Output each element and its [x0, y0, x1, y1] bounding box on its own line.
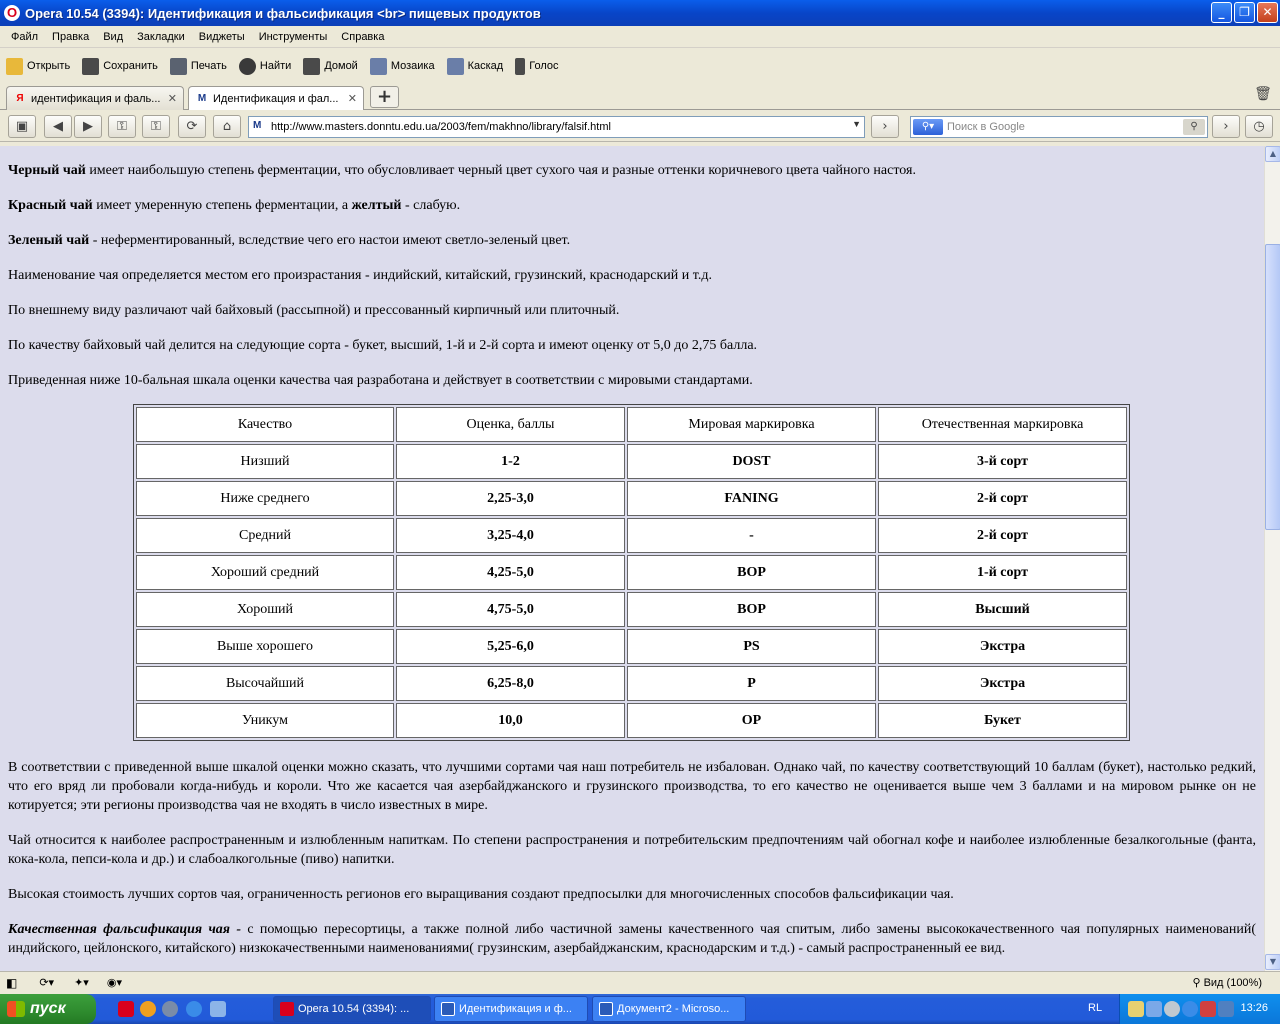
back-icon[interactable]: ◀: [44, 115, 72, 138]
table-cell: 2,25-3,0: [396, 481, 625, 516]
microphone-icon: [515, 58, 525, 75]
table-cell: 4,75-5,0: [396, 592, 625, 627]
table-cell: Экстра: [878, 666, 1127, 701]
task-label: Идентификация и ф...: [459, 1003, 572, 1015]
term-green-tea: Зеленый чай: [8, 233, 90, 248]
table-cell: 3,25-4,0: [396, 518, 625, 553]
table-row: [136, 555, 1127, 590]
tray-icon[interactable]: [1200, 1001, 1216, 1017]
paragraph: Приведенная ниже 10-бальная шкала оценки качества чая разработана и действует в соответствии с мировыми стандартами.: [8, 373, 753, 388]
header-cell: Отечественная маркировка: [878, 407, 1127, 442]
grade-table: [133, 404, 1130, 741]
paragraph: В соответствии с приведенной выше шкалой оценки можно сказать, что лучшими сортами чая наш потребитель не избалован. Однако чай, по качеству соответствующий 10 баллам (букет), настолько редкий, что его вряд ли пробовали когда-нибудь и короли. Что же касается чая азербайджанского и грузинского производства, то его качество не оценивается выше чем 3 баллами и на мировом рынке он не котируется; эти регионы производства чая не входять в число известных в мире.: [8, 760, 1256, 813]
home-label: Домой: [324, 60, 358, 72]
table-cell: P: [627, 666, 876, 701]
app-quicklaunch-icon[interactable]: [162, 1001, 178, 1017]
table-row: [136, 666, 1127, 701]
paragraph: Чай относится к наиболее распространенным и излюбленным напиткам. По степени распространения и потребительским предпочтениям чай обогнал кофе и наиболее излюбленные безалкогольные (фанта, кока-кола, пепси-кола и др.) и слабоалкогольные (пиво) напитки.: [8, 833, 1256, 867]
table-cell: Выше хорошего: [136, 629, 394, 664]
zoom-level[interactable]: [1192, 976, 1262, 989]
tray-icon[interactable]: [1182, 1001, 1198, 1017]
table-row: [136, 703, 1127, 738]
paragraph-text: с помощью пересортицы, а также полной либо частичной замены качественного чая спитым, либо замены высококачественного чая популярных наименований( индийского, цейлонского, китайского) низкокачественными наименованиями( грузинским, азербайджанским, краснодарским и т.д.) - самый распространенный ее вид.: [8, 922, 1256, 956]
save-button[interactable]: [82, 58, 158, 75]
task-word-doc2[interactable]: [592, 996, 746, 1022]
system-tray: [1119, 994, 1280, 1024]
paragraph: Наименование чая определяется местом его произрастания - индийский, китайский, грузинский, краснодарский и т.д.: [8, 268, 712, 283]
table-cell: Хороший средний: [136, 555, 394, 590]
tab-label: Идентификация и фал...: [213, 92, 339, 105]
task-label: Документ2 - Microso...: [617, 1003, 730, 1015]
tab-label: идентификация и фаль...: [31, 92, 161, 105]
table-cell: FANING: [627, 481, 876, 516]
tray-icon[interactable]: [1164, 1001, 1180, 1017]
close-button[interactable]: ✕: [1257, 2, 1278, 23]
paragraph-text: имеет наибольшую степень ферментации, что обусловливает черный цвет сухого чая и разные оттенки коричневого цвета чайного настоя.: [85, 163, 916, 178]
search-placeholder: Поиск в Google: [947, 121, 1025, 133]
table-cell: Низший: [136, 444, 394, 479]
home-icon[interactable]: ⌂: [213, 115, 241, 138]
table-cell: 3-й сорт: [878, 444, 1127, 479]
menu-widgets[interactable]: Виджеты: [198, 30, 245, 43]
speed-dial-icon[interactable]: ◉▾: [106, 977, 122, 989]
table-row: [136, 518, 1127, 553]
table-cell: DOST: [627, 444, 876, 479]
table-cell: Средний: [136, 518, 394, 553]
task-opera[interactable]: [273, 996, 431, 1022]
table-cell: Уникум: [136, 703, 394, 738]
printer-icon: [170, 58, 187, 75]
opera-quicklaunch-icon[interactable]: [118, 1001, 134, 1017]
table-row: [136, 592, 1127, 627]
table-cell: Экстра: [878, 629, 1127, 664]
print-label: Печать: [190, 60, 227, 72]
site-favicon-icon: M: [253, 120, 262, 131]
zoom-label: Вид (100%): [1203, 977, 1262, 989]
word-icon: [441, 1002, 455, 1016]
minimize-button[interactable]: _: [1211, 2, 1232, 23]
header-cell: Качество: [136, 407, 394, 442]
table-row: [136, 481, 1127, 516]
key-icon[interactable]: ⚿: [108, 115, 136, 138]
paragraph-text: имеет умеренную степень ферментации, а: [92, 198, 352, 213]
table-cell: Букет: [878, 703, 1127, 738]
opera-logo-icon: O: [4, 5, 20, 21]
paragraph: [8, 920, 1256, 958]
scroll-up-icon[interactable]: ▲: [1265, 146, 1280, 162]
page-content: [0, 146, 1264, 971]
menu-help[interactable]: Справка: [341, 30, 385, 43]
term-red-tea: Красный чай: [8, 198, 93, 213]
table-cell: Высочайший: [136, 666, 394, 701]
open-label: Открыть: [27, 60, 71, 72]
site-favicon-icon: M: [197, 92, 207, 104]
app-quicklaunch-icon[interactable]: [140, 1001, 156, 1017]
reload-icon[interactable]: ⟳: [178, 115, 206, 138]
scroll-thumb[interactable]: [1265, 244, 1280, 530]
tab-close-icon[interactable]: ✕: [347, 93, 357, 105]
table-cell: 1-й сорт: [878, 555, 1127, 590]
windows-logo-icon: [7, 1001, 25, 1017]
grade-table-body: [136, 407, 1127, 738]
forward-icon[interactable]: ▶: [74, 115, 102, 138]
new-tab-button[interactable]: +: [370, 86, 399, 108]
tray-icon[interactable]: [1218, 1001, 1234, 1017]
open-folder-icon: [6, 58, 23, 75]
start-label: пуск: [30, 1000, 66, 1017]
maximize-button[interactable]: ❐: [1234, 2, 1255, 23]
window-title: Opera 10.54 (3394): Идентификация и фальсификация <br> пищевых продуктов: [25, 5, 541, 21]
home-button[interactable]: [303, 58, 358, 75]
table-cell: 4,25-5,0: [396, 555, 625, 590]
tile-button[interactable]: [370, 58, 435, 75]
paragraph: Высокая стоимость лучших сортов чая, ограниченность регионов его выращивания создают предпосылки для многочисленных способов фальсификации чая.: [8, 887, 954, 902]
floppy-disk-icon: [82, 58, 99, 75]
table-cell: -: [627, 518, 876, 553]
go-arrow-icon[interactable]: ›: [871, 115, 899, 138]
trash-icon[interactable]: 🗑: [1254, 86, 1272, 102]
term-yellow: желтый: [351, 198, 402, 213]
menu-edit[interactable]: Правка: [52, 30, 90, 43]
task-word-doc1[interactable]: [434, 996, 588, 1022]
yandex-favicon-icon: Я: [16, 92, 24, 104]
magnifier-icon: [239, 58, 256, 75]
paragraph: По качеству байховый чай делится на следующие сорта - букет, высший, 1-й и 2-й сорта и имеют оценку от 5,0 до 2,75 балла.: [8, 338, 758, 353]
word-icon: [599, 1002, 613, 1016]
tab-close-icon[interactable]: ✕: [167, 93, 177, 105]
home-icon: [303, 58, 320, 75]
address-field[interactable]: [248, 116, 865, 138]
find-button[interactable]: [239, 58, 291, 75]
search-go-icon[interactable]: ›: [1212, 115, 1240, 138]
paragraph: [8, 196, 1256, 215]
term-quality-falsification: Качественная фальсификация чая -: [8, 922, 241, 937]
cascade-icon: [447, 58, 464, 75]
table-cell: Ниже среднего: [136, 481, 394, 516]
table-cell: 1-2: [396, 444, 625, 479]
address-row: [0, 112, 1280, 142]
start-button[interactable]: [0, 994, 96, 1024]
address-url: http://www.masters.donntu.edu.ua/2003/fem/makhno/library/falsif.html: [271, 121, 611, 133]
voice-button[interactable]: [515, 58, 558, 75]
opera-icon: [280, 1002, 294, 1016]
voice-label: Голос: [529, 60, 559, 72]
scroll-down-icon[interactable]: ▼: [1265, 954, 1280, 970]
tab-active-page[interactable]: [188, 86, 364, 110]
save-label: Сохранить: [103, 60, 158, 72]
cascade-label: Каскад: [467, 60, 504, 72]
tile-icon: [370, 58, 387, 75]
tab-bar: [0, 84, 1280, 110]
table-cell: BOP: [627, 555, 876, 590]
vertical-scrollbar[interactable]: [1264, 146, 1280, 971]
status-bar: [0, 971, 1280, 993]
panel-toggle-icon[interactable]: ◧: [6, 975, 18, 990]
paragraph: [8, 161, 1256, 180]
network-icon[interactable]: [1146, 1001, 1162, 1017]
reload-every-icon[interactable]: ⟳▾: [39, 977, 55, 989]
tray-icon[interactable]: [1128, 1001, 1144, 1017]
table-cell: 6,25-8,0: [396, 666, 625, 701]
wand-icon[interactable]: ⚿: [142, 115, 170, 138]
table-cell: Хороший: [136, 592, 394, 627]
menu-tools[interactable]: Инструменты: [258, 30, 328, 43]
table-cell: 2-й сорт: [878, 481, 1127, 516]
menu-bookmarks[interactable]: Закладки: [137, 30, 185, 43]
search-icon[interactable]: ⚲: [1183, 119, 1205, 135]
table-cell: BOP: [627, 592, 876, 627]
paragraph-text: - слабую.: [401, 198, 461, 213]
app-quicklaunch-icon[interactable]: [210, 1001, 226, 1017]
clock: 13:26: [1240, 1002, 1268, 1014]
table-cell: Высший: [878, 592, 1127, 627]
table-cell: 5,25-6,0: [396, 629, 625, 664]
magnifier-icon: ⚲: [1192, 977, 1204, 989]
search-field[interactable]: [910, 116, 1208, 138]
history-clock-icon[interactable]: ◷: [1245, 115, 1273, 138]
table-cell: 2-й сорт: [878, 518, 1127, 553]
main-toolbar: [0, 52, 1280, 80]
paragraph-text: - неферментированный, вследствие чего его настои имеют светло-зеленый цвет.: [89, 233, 571, 248]
chevron-down-icon[interactable]: ▼: [852, 119, 861, 129]
tile-label: Мозаика: [390, 60, 435, 72]
table-row: [136, 444, 1127, 479]
search-engine-icon[interactable]: ⚲▾: [913, 119, 943, 135]
tab-yandex[interactable]: [6, 86, 184, 110]
term-black-tea: Черный чай: [8, 163, 86, 178]
table-row: [136, 629, 1127, 664]
turbo-icon[interactable]: ✦▾: [74, 977, 89, 989]
menu-bar: [0, 26, 1280, 48]
taskbar: [0, 994, 1280, 1024]
table-cell: 10,0: [396, 703, 625, 738]
print-button[interactable]: [170, 58, 227, 75]
header-cell: Мировая маркировка: [627, 407, 876, 442]
open-button[interactable]: [6, 58, 70, 75]
table-header-row: [136, 407, 1127, 442]
table-cell: OP: [627, 703, 876, 738]
ie-quicklaunch-icon[interactable]: [186, 1001, 202, 1017]
menu-file[interactable]: Файл: [11, 30, 39, 43]
cascade-button[interactable]: [447, 58, 504, 75]
find-label: Найти: [259, 60, 292, 72]
menu-view[interactable]: Вид: [103, 30, 124, 43]
task-label: Opera 10.54 (3394): ...: [298, 1003, 410, 1015]
header-cell: Оценка, баллы: [396, 407, 625, 442]
title-bar: [0, 0, 1280, 26]
paragraph: По внешнему виду различают чай байховый (рассыпной) и прессованный кирпичный или плиточный.: [8, 303, 620, 318]
language-indicator[interactable]: RL: [1088, 1002, 1103, 1014]
table-cell: PS: [627, 629, 876, 664]
save-page-icon[interactable]: ▣: [8, 115, 36, 138]
paragraph: [8, 231, 1256, 250]
